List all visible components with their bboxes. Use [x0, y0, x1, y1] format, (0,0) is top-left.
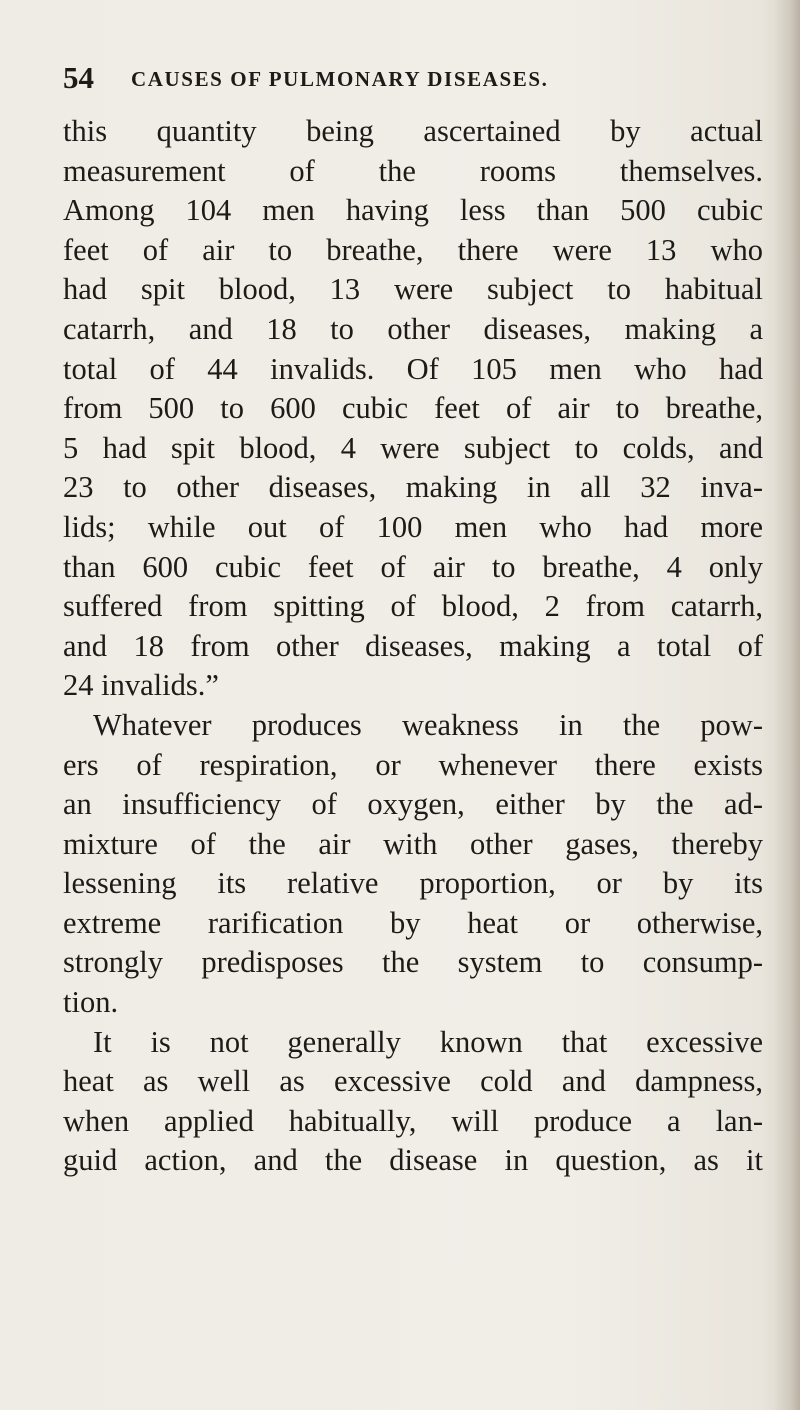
text-line: ers of respiration, or whenever there exists	[63, 747, 763, 782]
text-line: heat as well as excessive cold and dampness,	[63, 1064, 763, 1099]
text-line: 24 invalids.”	[63, 668, 219, 703]
text-line: tion.	[63, 985, 119, 1020]
running-head-title: CAUSES OF PULMONARY DISEASES.	[131, 67, 549, 91]
text-line: extreme rarification by heat or otherwise,	[63, 905, 763, 940]
text-line: lessening its relative proportion, or by its	[63, 866, 763, 901]
text-line: 5 had spit blood, 4 were subject to colds, and	[63, 430, 763, 465]
paragraph-start-line: Whatever produces weakness in the pow-	[93, 707, 763, 742]
text-line: strongly predisposes the system to consump-	[63, 945, 763, 980]
text-line: mixture of the air with other gases, thereby	[63, 826, 763, 861]
text-line: and 18 from other diseases, making a total of	[63, 628, 763, 663]
text-line: from 500 to 600 cubic feet of air to breathe,	[63, 391, 763, 426]
text-line: 23 to other diseases, making in all 32 inva-	[63, 470, 763, 505]
running-head	[63, 58, 783, 98]
text-line: this quantity being ascertained by actual	[63, 114, 763, 148]
text-line: catarrh, and 18 to other diseases, making a	[63, 311, 763, 346]
body-text	[63, 112, 763, 1181]
text-line: than 600 cubic feet of air to breathe, 4 only	[63, 549, 763, 584]
page-number: 54	[63, 60, 94, 95]
text-line: suffered from spitting of blood, 2 from catarrh,	[63, 589, 763, 624]
text-line: lids; while out of 100 men who had more	[63, 509, 763, 544]
text-line: measurement of the rooms themselves.	[63, 153, 763, 188]
text-line: an insufficiency of oxygen, either by the ad-	[63, 787, 763, 822]
text-line: had spit blood, 13 were subject to habitual	[63, 272, 763, 307]
paragraph-start-line: It is not generally known that excessive	[93, 1024, 763, 1059]
text-line: when applied habitually, will produce a lan-	[63, 1103, 763, 1138]
text-line: total of 44 invalids. Of 105 men who had	[63, 351, 763, 386]
text-line: feet of air to breathe, there were 13 who	[63, 232, 763, 267]
text-line: guid action, and the disease in question, as it	[63, 1143, 763, 1178]
text-line: Among 104 men having less than 500 cubic	[63, 193, 763, 228]
page-edge-shadow	[774, 0, 800, 1410]
